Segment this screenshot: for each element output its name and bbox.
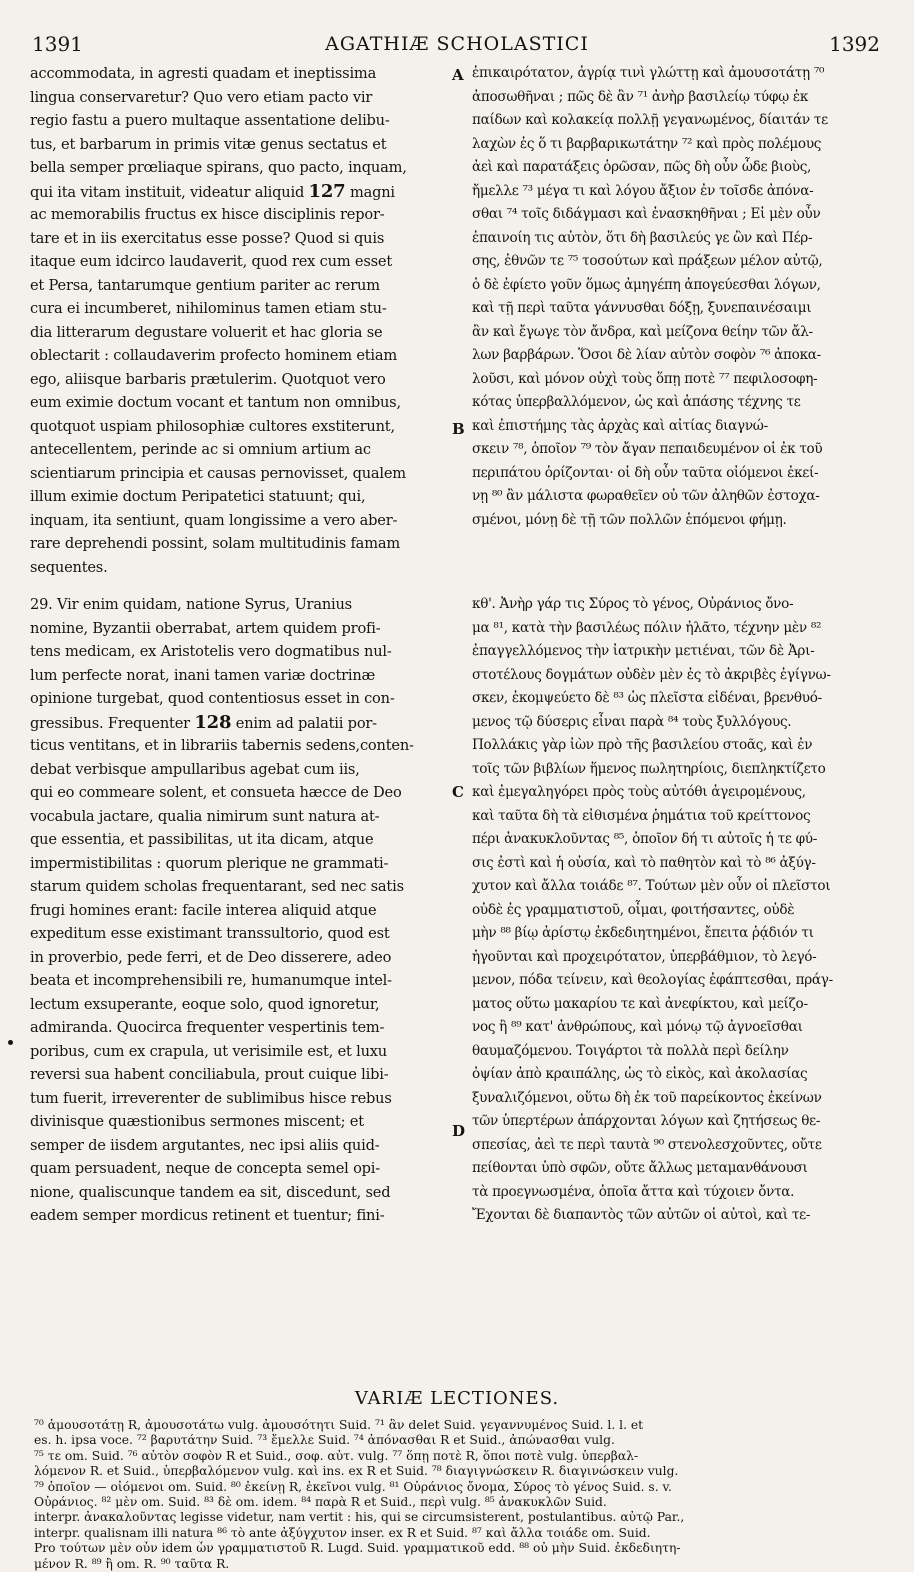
latin-line: beata et incomprehensibili re, humanumque intel- bbox=[30, 972, 392, 989]
greek-line: τοῖς τῶν βιβλίων ἥμενος πωλητηρίοις, διεπληκτίζετο bbox=[472, 760, 826, 777]
note-line: ⁷⁵ τε om. Suid. ⁷⁶ αὐτὸν σοφὸν R et Suid., σοφ. αὐτ. vulg. ⁷⁷ ὅπῃ ποτὲ R, ὅποι ποτὲ vulg. ὑπερβαλ- bbox=[34, 1448, 639, 1463]
greek-column-upper bbox=[472, 62, 884, 532]
note-line: interpr. ἀνακαλοῦντας legisse videtur, nam vertit : his, qui se circumsisterent, postulantibus. αὐτῷ Par., bbox=[34, 1510, 685, 1525]
greek-line: νῃ ⁸⁰ ἂν μάλιστα φωραθεῖεν οὐ τῶν ἀληθῶν ἐστοχα- bbox=[472, 488, 820, 504]
greek-line: σκεν, ἐκομψεύετο δὲ ⁸³ ὡς πλεῖστα εἰδέναι, βρενθυό- bbox=[472, 690, 822, 706]
latin-line: lum perfecte norat, inani tamen variæ doctrinæ bbox=[30, 666, 376, 684]
page-number-right: 1392 bbox=[829, 32, 880, 56]
latin-line: cura ei incumberet, nihilominus tamen etiam stu- bbox=[30, 300, 387, 317]
greek-line: σης, ἐθνῶν τε ⁷⁵ τοσούτων καὶ πράξεων μέλον αὐτῷ, bbox=[472, 253, 823, 269]
latin-line: ticus ventitans, et in librariis tabernis sedens,conten- bbox=[30, 737, 414, 754]
latin-line: scientiarum principia et causas pernovisset, qualem bbox=[30, 464, 406, 482]
greek-line: ὁ δὲ ἐφίετο γοῦν ὅμως ἀμηγέπη ἀπογεύεσθαι λόγων, bbox=[472, 276, 821, 293]
greek-line: σκειν ⁷⁸, ὁποῖον ⁷⁹ τὸν ἄγαν πεπαιδευμένον οἱ ἐκ τοῦ bbox=[472, 441, 823, 457]
margin-letter-c: C bbox=[452, 783, 464, 801]
latin-line: nomine, Byzantii oberrabat, artem quidem profi- bbox=[30, 619, 381, 637]
latin-line: qui eo commeare solent, et consueta hæcce de Deo bbox=[30, 784, 402, 801]
greek-line: κθ'. Ἀνὴρ γάρ τις Σύρος τὸ γένος, Οὐράνιος ὄνο- bbox=[472, 596, 794, 612]
greek-line: χυτον καὶ ἄλλα τοιάδε ⁸⁷. Τούτων μὲν οὖν οἱ πλεῖστοι bbox=[472, 878, 831, 894]
latin-line: tus, et barbarum in primis vitæ genus sectatus et bbox=[30, 135, 387, 153]
latin-line: quotquot uspiam philosophiæ cultores exstiterunt, bbox=[30, 417, 395, 435]
margin-dot bbox=[8, 1040, 13, 1045]
greek-line: καὶ ἐπιστήμης τὰς ἀρχὰς καὶ αἰτίας διαγνώ- bbox=[472, 417, 768, 434]
margin-letter-a: A bbox=[452, 66, 464, 84]
greek-line: οὐδὲ ἐς γραμματιστοῦ, οἶμαι, φοιτήσαντες, οὐδὲ bbox=[472, 901, 795, 918]
note-line: ⁷⁹ ὁποῖον — οἰόμενοι om. Suid. ⁸⁰ ἐκείνῃ R, ἐκεῖνοι vulg. ⁸¹ Οὐράνιος ὄνομα, Σύρος τὸ γένος Suid. s. v. bbox=[34, 1479, 672, 1494]
latin-line: starum quidem scholas frequentarant, sed nec satis bbox=[30, 878, 404, 895]
note-line: Pro τούτων μὲν οὖν idem ὧν γραμματιστοῦ R. Lugd. Suid. γραμματικοῦ edd. ⁸⁸ οὐ μὴν Suid. ἐκδεδιητη- bbox=[34, 1541, 681, 1556]
greek-line: μὴν ⁸⁸ βίῳ ἀρίστῳ ἐκδεδιητημένοι, ἔπειτα ῥᾴδιόν τι bbox=[472, 925, 814, 941]
greek-line: πείθονται ὑπὸ σφῶν, οὔτε ἄλλως μεταμανθάνουσι bbox=[472, 1160, 808, 1176]
latin-line: tum fuerit, irreverenter de sublimibus hisce rebus bbox=[30, 1089, 392, 1107]
greek-line: πέρι ἀνακυκλοῦντας ⁸⁵, ὁποῖον δή τι αὐτοῖς ἡ τε φύ- bbox=[472, 831, 818, 847]
latin-line: qui ita vitam instituit, videatur aliquid 127 magni bbox=[30, 180, 395, 202]
page-number-left: 1391 bbox=[32, 32, 83, 56]
greek-line: καὶ ταῦτα δὴ τὰ εἰθισμένα ῥημάτια τοῦ κρείττονος bbox=[472, 807, 811, 824]
greek-line: ἀποσωθῆναι ; πῶς δὲ ἂν ⁷¹ ἀνὴρ βασιλείῳ τύφῳ ἐκ bbox=[472, 88, 809, 105]
latin-line: inquam, ita sentiunt, quam longissime a vero aber- bbox=[30, 511, 398, 529]
latin-line: reversi sua habent conciliabula, prout cuique libi- bbox=[30, 1066, 389, 1083]
latin-line: in proverbio, pede ferri, et de Deo disserere, adeo bbox=[30, 948, 392, 966]
variae-lectiones-title: VARIÆ LECTIONES. bbox=[354, 1388, 560, 1409]
latin-line: 29. Vir enim quidam, natione Syrus, Uranius bbox=[30, 596, 352, 613]
greek-line: σμένοι, μόνῃ δὲ τῇ τῶν πολλῶν ἑπόμενοι φήμῃ. bbox=[472, 511, 787, 528]
latin-line: lingua conservaretur? Quo vero etiam pacto vir bbox=[30, 88, 373, 106]
latin-line: et Persa, tantarumque gentium pariter ac rerum bbox=[30, 276, 380, 294]
latin-line: frugi homines erant: facile interea aliquid atque bbox=[30, 901, 377, 919]
latin-line: antecellentem, perinde ac si omnium artium ac bbox=[30, 441, 371, 458]
greek-line: Πολλάκις γὰρ ἰὼν πρὸ τῆς βασιλείου στοᾶς, καὶ ἐν bbox=[472, 737, 813, 753]
margin-letter-b: B bbox=[452, 420, 465, 438]
latin-line: lectum exsuperante, eoque solo, quod ignoretur, bbox=[30, 995, 380, 1013]
section-number: 127 bbox=[308, 180, 346, 202]
latin-line: semper de iisdem argutantes, nec ipsi aliis quid- bbox=[30, 1136, 380, 1154]
greek-line: λοῦσι, καὶ μόνον οὐχὶ τοὺς ὅπῃ ποτὲ ⁷⁷ πεφιλοσοφη- bbox=[472, 370, 818, 387]
note-line: interpr. qualisnam illi natura ⁸⁶ τὸ ante ἀξύγχυτον inser. ex R et Suid. ⁸⁷ καὶ ἄλλα τοιάδε om. Suid. bbox=[34, 1525, 651, 1540]
latin-line: vocabula jactare, qualia nimirum sunt natura at- bbox=[30, 807, 380, 825]
latin-line: gressibus. Frequenter 128 enim ad palatii por- bbox=[30, 711, 377, 733]
greek-line: ἐπικαιρότατον, ἀγρίᾳ τινὶ γλώττῃ καὶ ἀμουσοτάτῃ ⁷⁰ bbox=[472, 65, 825, 81]
latin-line: sequentes. bbox=[30, 558, 108, 576]
latin-line: nione, qualiscunque tandem ea sit, discedunt, sed bbox=[30, 1183, 391, 1201]
greek-line: λων βαρβάρων. Ὅσοι δὲ λίαν αὐτὸν σοφὸν ⁷⁶ ἀποκα- bbox=[472, 347, 821, 363]
latin-line: expeditum esse existimant transsultorio, quod est bbox=[30, 925, 390, 942]
note-line: ⁷⁰ ἀμουσοτάτῃ R, ἀμουσοτάτω vulg. ἀμουσότητι Suid. ⁷¹ ἂν delet Suid. γεγαννυμένος Suid. l. l. et bbox=[34, 1418, 644, 1432]
latin-line: admiranda. Quocirca frequenter vespertinis tem- bbox=[30, 1019, 385, 1036]
greek-column-lower bbox=[472, 593, 884, 1228]
greek-line: σπεσίας, ἀεὶ τε περὶ ταυτὰ ⁹⁰ στενολεσχοῦντες, οὔτε bbox=[472, 1136, 822, 1153]
greek-line: σις ἐστὶ καὶ ἡ οὐσία, καὶ τὸ παθητὸν καὶ τὸ ⁸⁶ ἀξύγ- bbox=[472, 854, 816, 871]
latin-line: debat verbisque ampullaribus agebat cum iis, bbox=[30, 760, 360, 778]
latin-line: poribus, cum ex crapula, ut verisimile est, et luxu bbox=[30, 1042, 388, 1060]
latin-line: que essentia, et passibilitas, ut ita dicam, atque bbox=[30, 831, 374, 848]
greek-line: Ἔχονται δὲ διαπαντὸς τῶν αὐτῶν οἱ αὐτοὶ, καὶ τε- bbox=[472, 1207, 811, 1223]
latin-line: rare deprehendi possint, solam multitudinis famam bbox=[30, 535, 400, 552]
apparatus-notes bbox=[34, 1418, 880, 1572]
latin-line: quam persuadent, neque de concepta semel opi- bbox=[30, 1160, 381, 1177]
greek-line: ὀψίαν ἀπὸ κραιπάλης, ὡς τὸ εἰκὸς, καὶ ἀκολασίας bbox=[472, 1066, 808, 1082]
greek-line: ἡγοῦνται καὶ προχειρότατον, ὑπερβάθμιον, τὸ λεγό- bbox=[472, 948, 817, 965]
latin-line: dia litterarum degustare voluerit et hac gloria se bbox=[30, 323, 383, 341]
greek-line: μενον, πόδα τείνειν, καὶ θεολογίας ἐφάπτεσθαι, πράγ- bbox=[472, 972, 833, 988]
greek-line: ἤμελλε ⁷³ μέγα τι καὶ λόγου ἄξιον ἐν τοῖσδε ἀπόνα- bbox=[472, 182, 814, 199]
greek-line: τὰ προεγνωσμένα, ὁποῖα ἄττα καὶ τύχοιεν ὄντα. bbox=[472, 1183, 795, 1200]
greek-line: ἂν καὶ ἔγωγε τὸν ἄνδρα, καὶ μείζονα θείην τῶν ἄλ- bbox=[472, 323, 813, 340]
greek-line: κότας ὑπερβαλλόμενον, ὡς καὶ ἁπάσης τέχνης τε bbox=[472, 394, 801, 410]
greek-line: ἐπαγγελλόμενος τὴν ἰατρικὴν μετιέναι, τῶν δὲ Ἀρι- bbox=[472, 643, 815, 659]
latin-line: impermistibilitas : quorum plerique ne grammati- bbox=[30, 854, 389, 872]
greek-line: παίδων καὶ κολακείᾳ πολλῇ γεγανωμένος, δίαιτάν τε bbox=[472, 112, 828, 128]
note-line: λόμενον R. et Suid., ὑπερβαλόμενον vulg. καὶ ins. ex R et Suid. ⁷⁸ διαγιγνώσκειν R. διαγινώσκειν vulg. bbox=[34, 1464, 679, 1479]
greek-line: ματος οὕτω μακαρίου τε καὶ ἀνεφίκτου, καὶ μείζο- bbox=[472, 995, 808, 1012]
note-line: es. h. ipsa voce. ⁷² βαρυτάτην Suid. ⁷³ ἔμελλε Suid. ⁷⁴ ἀπόνασθαι R et Suid., ἀπώνασθαι vulg. bbox=[34, 1433, 615, 1448]
latin-line: divinisque quæstionibus sermones miscent; et bbox=[30, 1113, 364, 1130]
latin-line: accommodata, in agresti quadam et ineptissima bbox=[30, 65, 377, 82]
latin-line: tens medicam, ex Aristotelis vero dogmatibus nul- bbox=[30, 643, 392, 660]
latin-line: illum eximie doctum Peripatetici statuunt; qui, bbox=[30, 488, 366, 505]
latin-line: tare et in iis exercitatus esse posse? Quod si quis bbox=[30, 229, 385, 247]
greek-line: μα ⁸¹, κατὰ τὴν βασιλέως πόλιν ἠλᾶτο, τέχνην μὲν ⁸² bbox=[472, 619, 822, 636]
latin-line: ego, aliisque barbaris prætulerim. Quotquot vero bbox=[30, 370, 386, 388]
greek-line: ἐπαινοίη τις αὐτὸν, ὅτι δὴ βασιλεύς γε ὢν καὶ Πέρ- bbox=[472, 229, 813, 246]
latin-line: bella semper prœliaque spirans, quo pacto, inquam, bbox=[30, 159, 407, 176]
latin-column-lower bbox=[30, 593, 450, 1228]
greek-line: ἀεὶ καὶ παρατάξεις ὁρῶσαν, πῶς δὴ οὖν ὧδε βιοὺς, bbox=[472, 159, 812, 175]
latin-line: itaque eum idcirco laudaverit, quod rex cum esset bbox=[30, 253, 393, 270]
greek-line: ξυναλιζόμενοι, οὕτω δὴ ἐκ τοῦ παρείκοντος ἐκείνων bbox=[472, 1089, 822, 1106]
section-number: 128 bbox=[194, 711, 232, 733]
greek-line: καὶ ἐμεγαληγόρει πρὸς τοὺς αὐτόθι ἀγειρομένους, bbox=[472, 784, 806, 800]
note-line: μένον R. ⁸⁹ ἢ om. R. ⁹⁰ ταῦτα R. bbox=[34, 1556, 230, 1571]
note-line: Οὐράνιος. ⁸² μὲν om. Suid. ⁸³ δὲ om. idem. ⁸⁴ παρὰ R et Suid., περὶ vulg. ⁸⁵ ἀνακυκλῶν Suid. bbox=[34, 1494, 607, 1509]
greek-line: σθαι ⁷⁴ τοῖς διδάγμασι καὶ ἐνασκηθῆναι ; Εἰ μὲν οὖν bbox=[472, 206, 821, 222]
greek-line: μενος τῷ δύσερις εἶναι παρὰ ⁸⁴ τοὺς ξυλλόγους. bbox=[472, 713, 792, 730]
greek-line: νος ἢ ⁸⁹ κατ' ἀνθρώπους, καὶ μόνῳ τῷ ἀγνοεῖσθαι bbox=[472, 1019, 803, 1035]
greek-line: καὶ τῇ περὶ ταῦτα γάννυσθαι δόξῃ, ξυνεπαινέσαιμι bbox=[472, 300, 812, 316]
greek-line: θαυμαζόμενου. Τοιγάρτοι τὰ πολλὰ περὶ δείλην bbox=[472, 1042, 789, 1059]
running-title: AGATHIÆ SCHOLASTICI bbox=[325, 33, 589, 55]
greek-line: λαχὼν ἐς ὅ τι βαρβαρικωτάτην ⁷² καὶ πρὸς πολέμους bbox=[472, 135, 822, 152]
latin-line: regio fastu a puero multaque assentatione delibu- bbox=[30, 112, 390, 129]
greek-line: περιπάτου ὁρίζονται· οἱ δὴ οὖν ταῦτα οἰόμενοι ἐκεί- bbox=[472, 464, 819, 481]
latin-line: opinione turgebat, quod contentiosus esset in con- bbox=[30, 690, 395, 707]
greek-line: τῶν ὑπερτέρων ἀπάρχονται λόγων καὶ ζητήσεως θε- bbox=[472, 1113, 821, 1129]
latin-column-upper bbox=[30, 62, 450, 579]
latin-line: oblectarit : collaudaverim profecto hominem etiam bbox=[30, 347, 398, 364]
latin-line: eum eximie doctum vocant et tantum non omnibus, bbox=[30, 394, 401, 411]
greek-line: στοτέλους δογμάτων οὐδὲν μὲν ἐς τὸ ἀκριβὲς ἐγίγνω- bbox=[472, 666, 831, 683]
latin-line: eadem semper mordicus retinent et tuentur; fini- bbox=[30, 1207, 385, 1224]
margin-letter-d: D bbox=[452, 1122, 466, 1140]
latin-line: ac memorabilis fructus ex hisce disciplinis repor- bbox=[30, 206, 385, 223]
